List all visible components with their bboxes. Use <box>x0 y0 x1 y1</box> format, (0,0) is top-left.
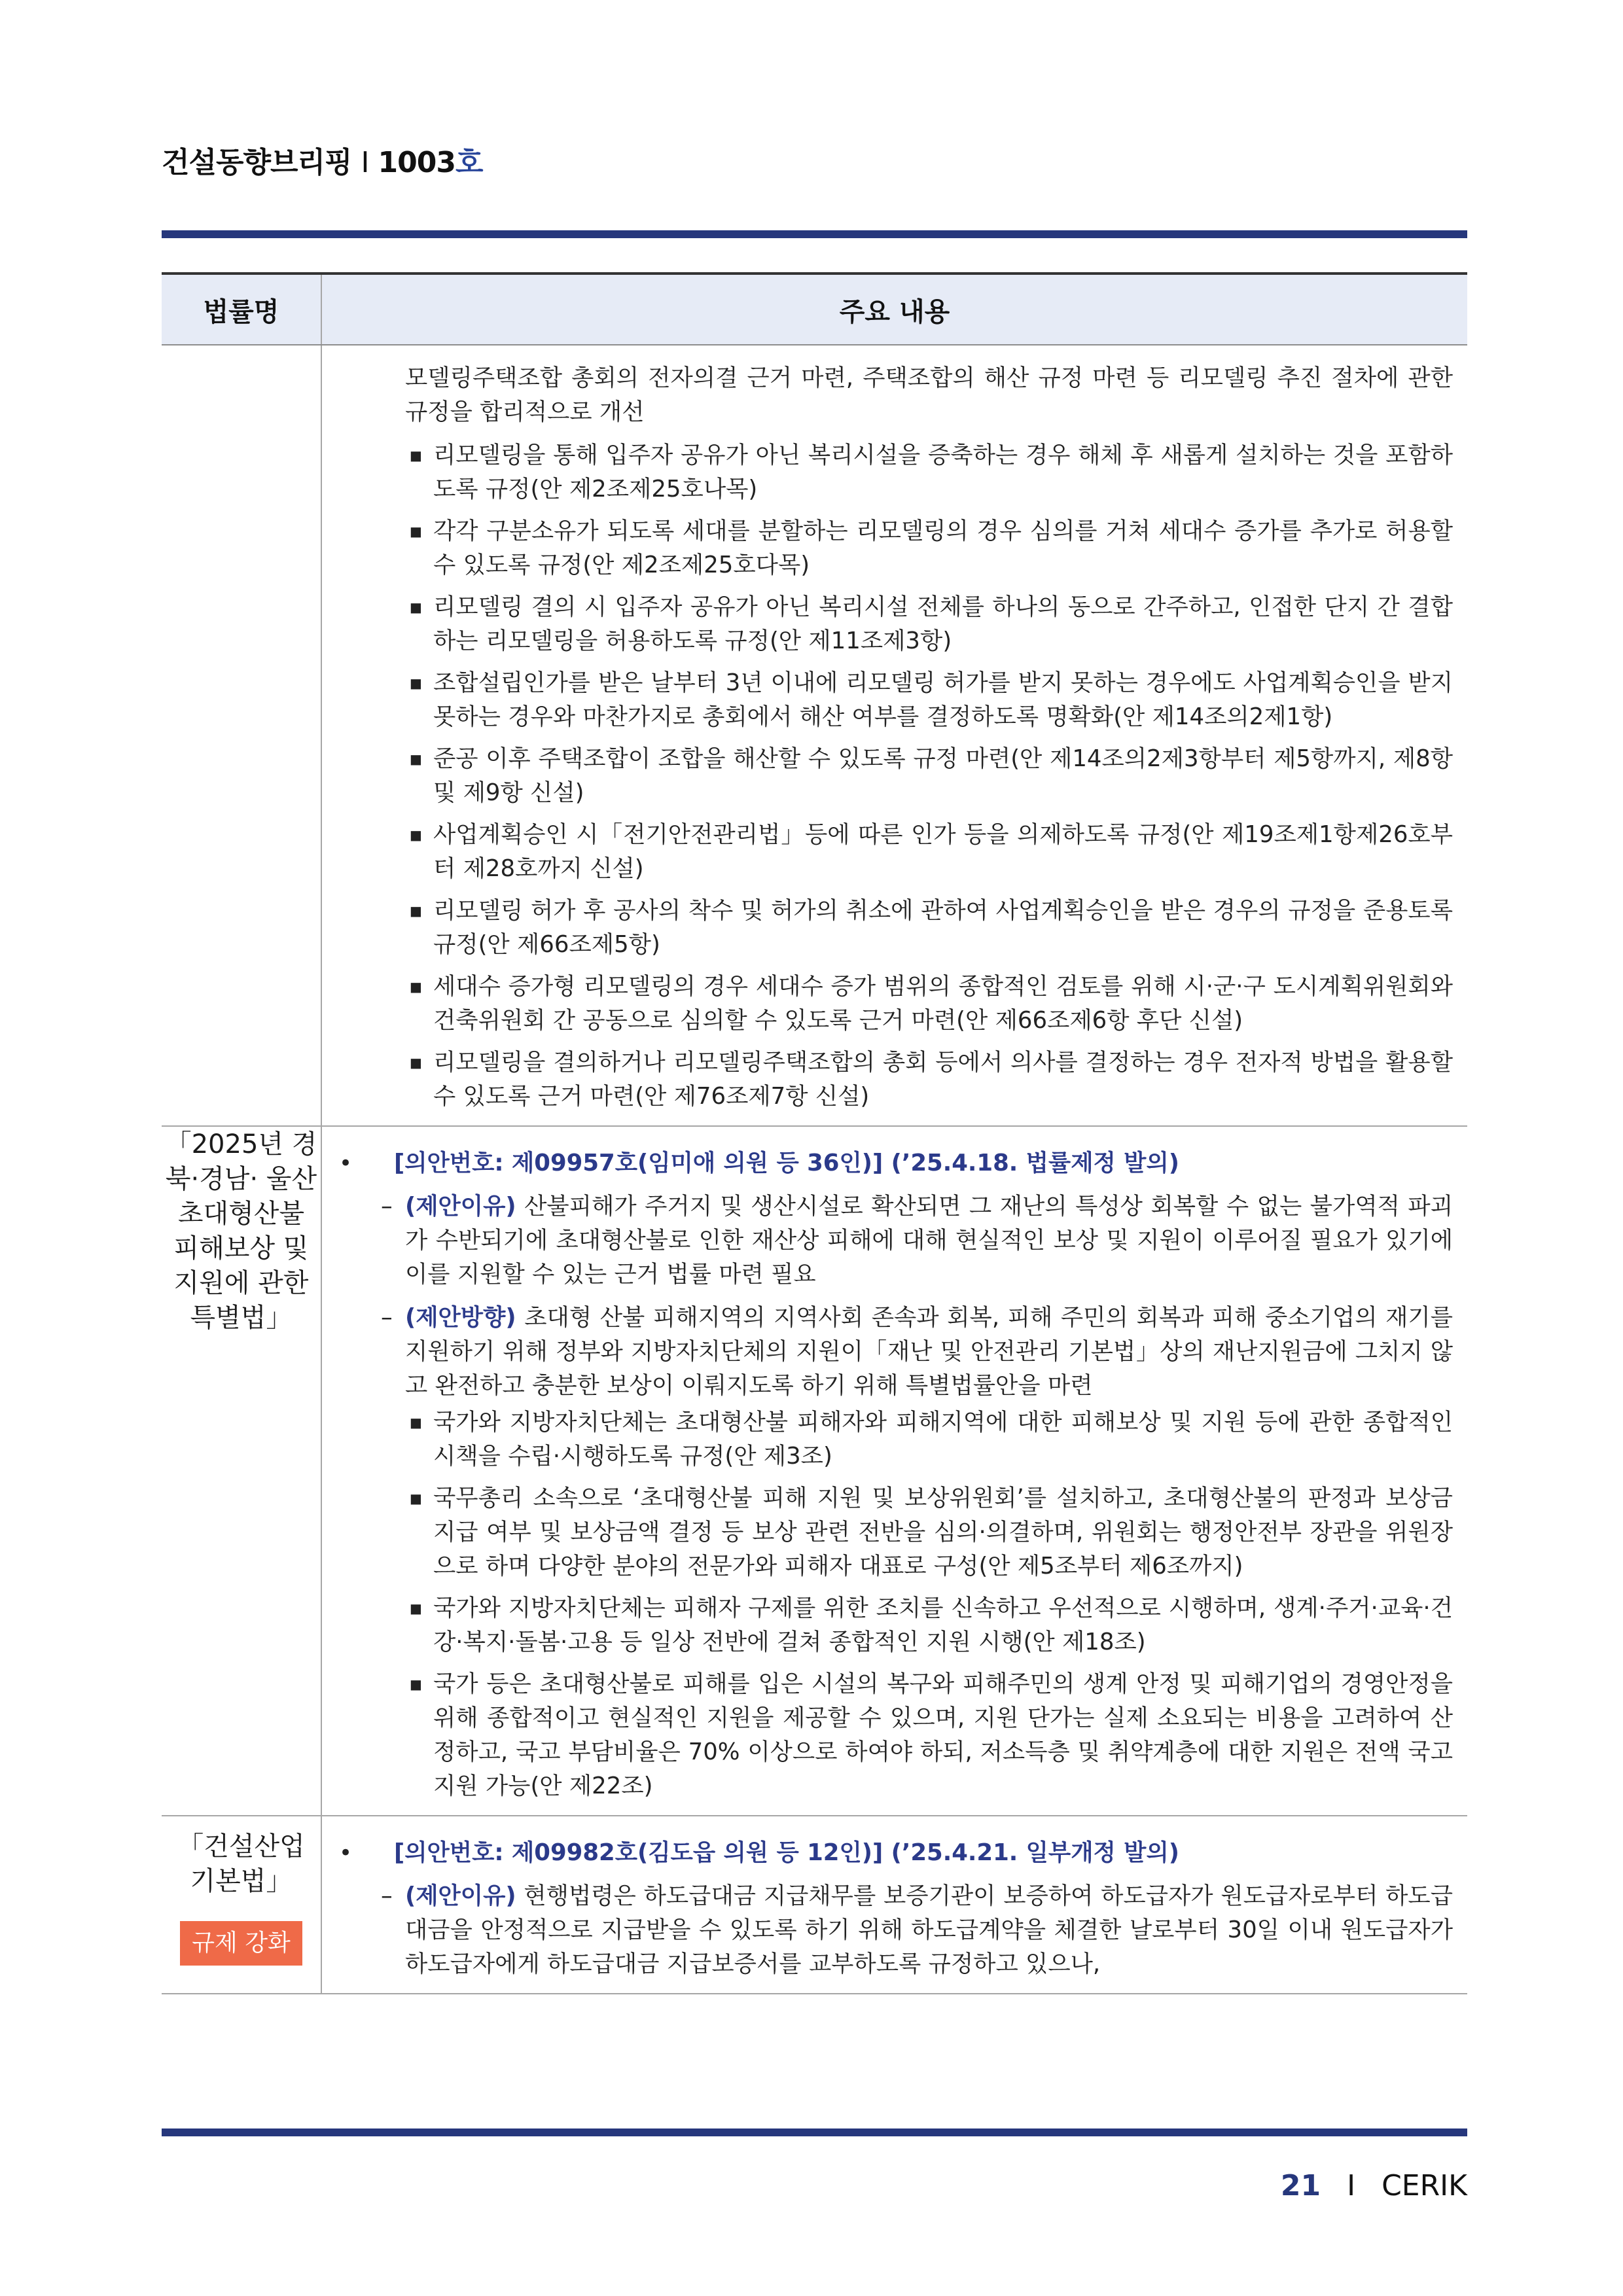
square-bullet-icon: ■ <box>410 599 422 615</box>
intro-text: 모델링주택조합 총회의 전자의결 근거 마련, 주택조합의 해산 규정 마련 등 리모델링 추진 절차에 관한 규정을 합리적으로 개선 <box>405 364 1453 425</box>
page-number: 21 <box>1280 2169 1321 2202</box>
dash-icon: – <box>381 1193 393 1220</box>
square-bullet-icon: ■ <box>410 751 422 767</box>
title-separator: I <box>361 146 369 179</box>
org-name: CERIK <box>1382 2169 1467 2202</box>
proposal-direction: – (제안방향) 초대형 산불 피해지역의 지역사회 존속과 회복, 피해 주민의 회복과 피해 중소기업의 재기를 지원하기 위해 정부와 지방자치단체의 지원이「재난 및 안전관리 기본법」상의 재난지원금에 그치지 않고 완전하고 충분한 보상이 이뤄지도록 하기 위해 특별법률안을 마련 <box>322 1301 1453 1403</box>
square-bullet-icon: ■ <box>410 1676 422 1692</box>
dash-icon: – <box>381 1304 393 1331</box>
list-item: ■ 각각 구분소유가 되도록 세대를 분할하는 리모델링의 경우 심의를 거쳐 세대수 증가를 추가로 허용할 수 있도록 규정(안 제2조제25호다목) <box>322 514 1453 582</box>
table-row <box>162 1126 1467 1816</box>
square-bullet-icon: ■ <box>410 1055 422 1070</box>
square-bullet-icon: ■ <box>410 1491 422 1506</box>
list-item: ■ 국가와 지방자치단체는 피해자 구제를 위한 조치를 신속하고 우선적으로 시행하며, 생계·주거·교육·건강·복지·돌봄·고용 등 일상 전반에 걸쳐 종합적인 지원 시행(안 제18조) <box>322 1591 1453 1659</box>
page-footer <box>1281 2169 1467 2202</box>
table-row <box>162 345 1467 1126</box>
law-name-cell <box>162 345 321 1126</box>
publication-title <box>162 139 483 181</box>
law-name-cell <box>162 1816 321 1994</box>
bottom-rule <box>162 2128 1467 2136</box>
list-item: ■ 리모델링 허가 후 공사의 착수 및 허가의 취소에 관하여 사업계획승인을 받은 경우의 규정을 준용토록 규정(안 제66조제5항) <box>322 894 1453 962</box>
proposal-reason: – (제안이유) 현행법령은 하도급대금 지급채무를 보증기관이 보증하여 하도급자가 원도급자로부터 하도급대금을 안정적으로 지급받을 수 있도록 하기 위해 하도급계약을 체결한 날로부터 30일 이내 원도급자가 하도급자에게 하도급대금 지급보증서를 교부하도록 규정하고 있으나, <box>322 1879 1453 1981</box>
list-item: ■ 리모델링을 통해 입주자 공유가 아닌 복리시설을 증축하는 경우 해체 후 새롭게 설치하는 것을 포함하도록 규정(안 제2조제25호나목) <box>322 438 1453 506</box>
list-item: ■ 리모델링을 결의하거나 리모델링주택조합의 총회 등에서 의사를 결정하는 경우 전자적 방법을 활용할 수 있도록 근거 마련(안 제76조제7항 신설) <box>322 1046 1453 1114</box>
table-header-row <box>162 274 1467 345</box>
issue-suffix: 호 <box>455 146 483 179</box>
square-bullet-icon: ■ <box>410 827 422 843</box>
law-table <box>162 272 1467 1994</box>
content-cell <box>321 1126 1467 1816</box>
bullet-icon: • <box>339 1150 353 1176</box>
list-item: ■ 사업계획승인 시「전기안전관리법」등에 따른 인가 등을 의제하도록 규정(안 제19조제1항제26호부터 제28호까지 신설) <box>322 818 1453 886</box>
bill-header: • [의안번호: 제09957호(임미애 의원 등 36인)] (’25.4.18. 법률제정 발의) <box>322 1146 1453 1180</box>
dash-icon: – <box>381 1882 393 1909</box>
bullet-icon: • <box>339 1840 353 1866</box>
table-row <box>162 1816 1467 1994</box>
list-item: ■ 세대수 증가형 리모델링의 경우 세대수 증가 범위의 종합적인 검토를 위해 시·군·구 도시계획위원회와 건축위원회 간 공동으로 심의할 수 있도록 근거 마련(안 제66조제6항 후단 신설) <box>322 970 1453 1038</box>
regulation-badge: 규제 강화 <box>180 1921 302 1966</box>
issue-number: 1003 <box>378 146 455 179</box>
column-header-content: 주요 내용 <box>321 274 1467 345</box>
square-bullet-icon: ■ <box>410 1415 422 1430</box>
square-bullet-icon: ■ <box>410 675 422 691</box>
list-item: ■ 준공 이후 주택조합이 조합을 해산할 수 있도록 규정 마련(안 제14조의2제3항부터 제5항까지, 제8항 및 제9항 신설) <box>322 742 1453 810</box>
top-rule <box>162 230 1467 238</box>
list-item: ■ 국가와 지방자치단체는 초대형산불 피해자와 피해지역에 대한 피해보상 및 지원 등에 관한 종합적인 시책을 수립·시행하도록 규정(안 제3조) <box>322 1405 1453 1474</box>
list-item: ■ 조합설립인가를 받은 날부터 3년 이내에 리모델링 허가를 받지 못하는 경우에도 사업계획승인을 받지 못하는 경우와 마찬가지로 총회에서 해산 여부를 결정하도록 명확화(안 제14조의2제1항) <box>322 666 1453 734</box>
content-cell <box>321 345 1467 1126</box>
square-bullet-icon: ■ <box>410 903 422 919</box>
bill-header: • [의안번호: 제09982호(김도읍 의원 등 12인)] (’25.4.21. 일부개정 발의) <box>322 1836 1453 1870</box>
square-bullet-icon: ■ <box>410 448 422 463</box>
content-cell <box>321 1816 1467 1994</box>
square-bullet-icon: ■ <box>410 523 422 539</box>
series-name: 건설동향브리핑 <box>162 146 352 179</box>
list-item: ■ 리모델링 결의 시 입주자 공유가 아닌 복리시설 전체를 하나의 동으로 간주하고, 인접한 단지 간 결합하는 리모델링을 허용하도록 규정(안 제11조제3항) <box>322 590 1453 658</box>
square-bullet-icon: ■ <box>410 979 422 995</box>
column-header-law-name: 법률명 <box>162 274 321 345</box>
list-item: ■ 국무총리 소속으로 ‘초대형산불 피해 지원 및 보상위원회’를 설치하고, 초대형산불의 판정과 보상금 지급 여부 및 보상금액 결정 등 보상 관련 전반을 심의·의결하며, 위원회는 행정안전부 장관을 위원장으로 하며 다양한 분야의 전문가와 피해자 대표로 구성(안 제5조부터 제6조까지) <box>322 1481 1453 1583</box>
law-name: 「건설산업 기본법」 <box>177 1831 305 1896</box>
list-item: ■ 국가 등은 초대형산불로 피해를 입은 시설의 복구와 피해주민의 생계 안정 및 피해기업의 경영안정을 위해 종합적이고 현실적인 지원을 제공할 수 있으며, 지원 단가는 실제 소요되는 비용을 고려하여 산정하고, 국고 부담비율은 70% 이상으로 하여야 하되, 저소득층 및 취약계층에 대한 지원은 전액 국고 지원 가능(안 제22조) <box>322 1667 1453 1803</box>
proposal-reason: – (제안이유) 산불피해가 주거지 및 생산시설로 확산되면 그 재난의 특성상 회복할 수 없는 불가역적 파괴가 수반되기에 초대형산불로 인한 재산상 피해에 대해 현실적인 보상 및 지원이 이루어질 필요가 있기에 이를 지원할 수 있는 근거 법률 마련 필요 <box>322 1190 1453 1292</box>
law-name-cell: 「2025년 경북·경남· 울산 초대형산불 피해보상 및 지원에 관한 특별법」 <box>162 1126 321 1816</box>
square-bullet-icon: ■ <box>410 1600 422 1616</box>
footer-separator: I <box>1347 2169 1356 2202</box>
